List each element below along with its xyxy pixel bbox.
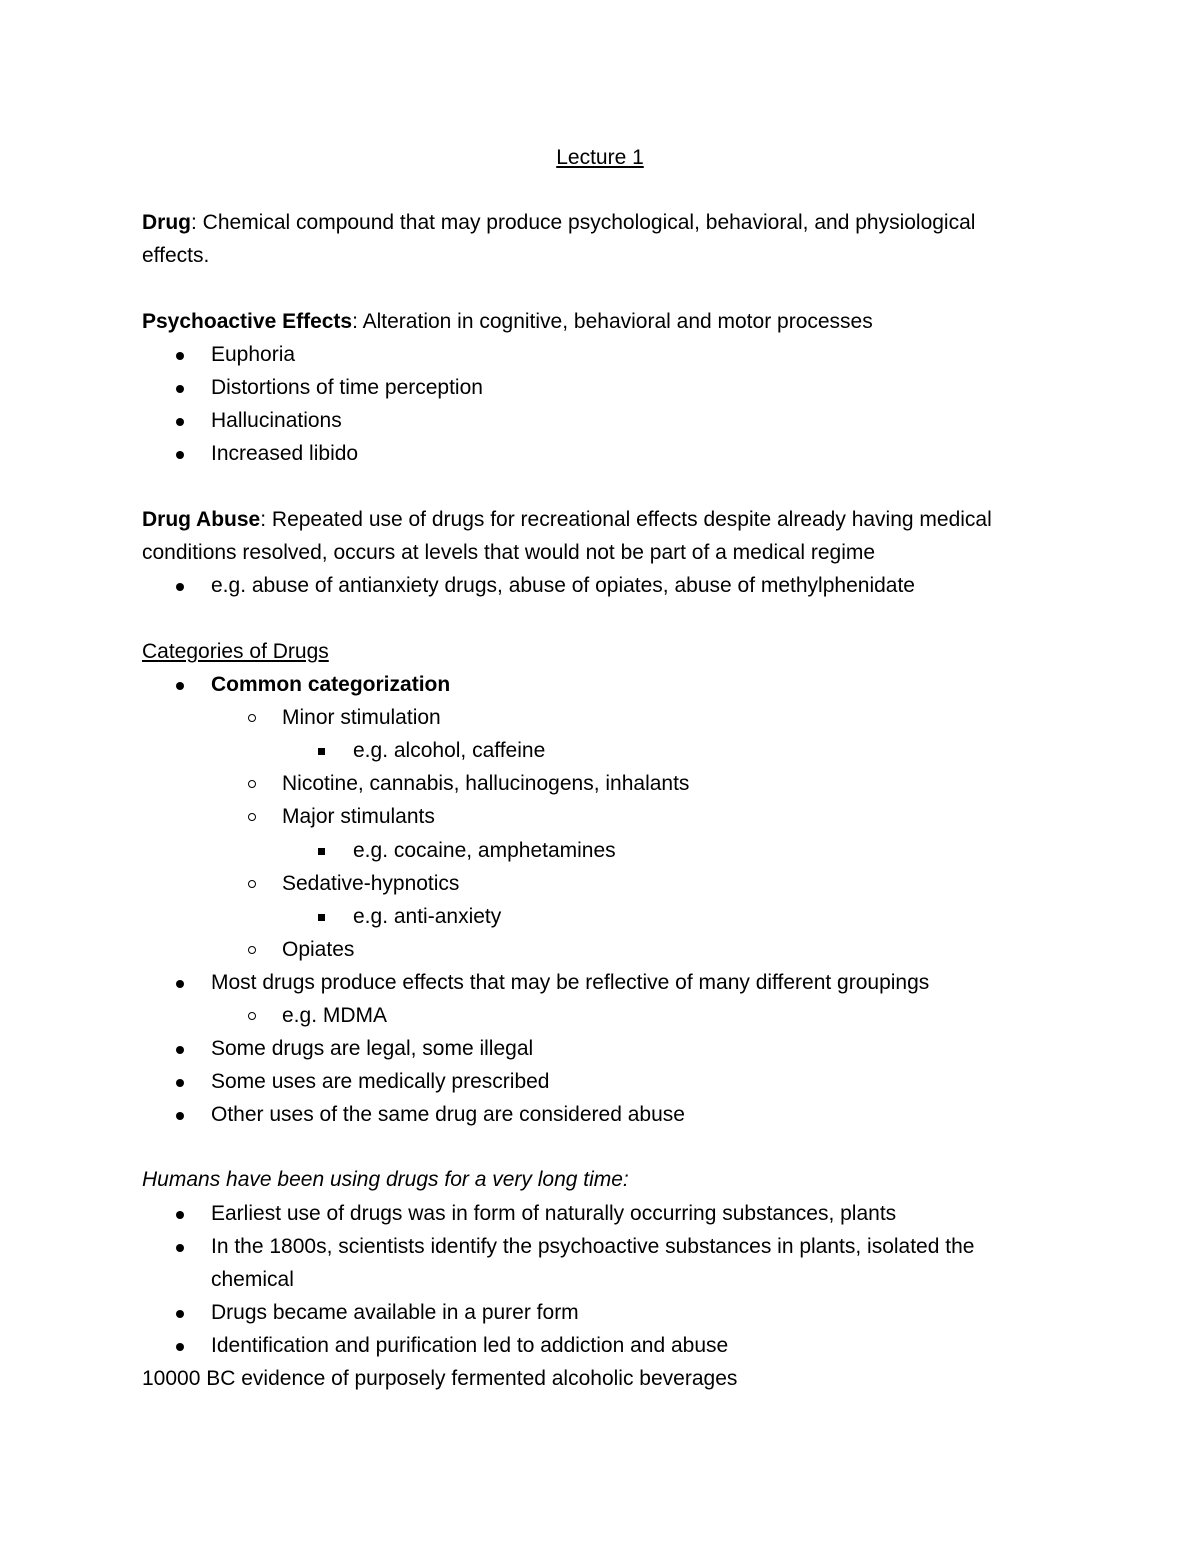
drug-term: Drug bbox=[142, 211, 191, 234]
bullet-icon bbox=[176, 451, 184, 459]
square-bullet-icon bbox=[318, 748, 325, 755]
bullet-icon bbox=[176, 418, 184, 426]
bullet-icon bbox=[176, 1244, 184, 1252]
abuse-definition bbox=[142, 505, 992, 535]
list-item: Other uses of the same drug are considered abuse bbox=[211, 1103, 685, 1126]
square-bullet-icon bbox=[318, 848, 325, 855]
abuse-definition-text: : Repeated use of drugs for recreational effects despite already having medical bbox=[260, 508, 992, 531]
drug-definition bbox=[142, 208, 975, 238]
abuse-definition-continued: conditions resolved, occurs at levels that would not be part of a medical regime bbox=[142, 541, 876, 564]
page-title: Lecture 1 bbox=[556, 146, 644, 169]
list-item: Identification and purification led to addiction and abuse bbox=[211, 1334, 729, 1357]
list-item: e.g. anti-anxiety bbox=[353, 905, 502, 928]
bullet-icon bbox=[176, 1079, 184, 1087]
bullet-icon bbox=[176, 1046, 184, 1054]
list-item: e.g. MDMA bbox=[282, 1004, 388, 1027]
circle-bullet-icon bbox=[248, 813, 256, 821]
bullet-icon bbox=[176, 1310, 184, 1318]
bullet-icon bbox=[176, 682, 184, 690]
psychoactive-definition bbox=[142, 307, 873, 337]
bullet-icon bbox=[176, 583, 184, 591]
psychoactive-definition-text: : Alteration in cognitive, behavioral and motor processes bbox=[352, 310, 873, 333]
bullet-icon bbox=[176, 980, 184, 988]
list-item: Common categorization bbox=[211, 673, 451, 696]
bullet-icon bbox=[176, 385, 184, 393]
list-item: Sedative-hypnotics bbox=[282, 872, 460, 895]
list-item: e.g. alcohol, caffeine bbox=[353, 739, 546, 762]
square-bullet-icon bbox=[318, 914, 325, 921]
list-item: In the 1800s, scientists identify the psychoactive substances in plants, isolated the bbox=[211, 1235, 975, 1258]
list-item: Some drugs are legal, some illegal bbox=[211, 1037, 534, 1060]
list-item: Nicotine, cannabis, hallucinogens, inhalants bbox=[282, 772, 690, 795]
list-item: Drugs became available in a purer form bbox=[211, 1301, 579, 1324]
list-item: Most drugs produce effects that may be reflective of many different groupings bbox=[211, 971, 930, 994]
psychoactive-term: Psychoactive Effects bbox=[142, 310, 353, 333]
history-heading: Humans have been using drugs for a very long time: bbox=[142, 1168, 629, 1191]
drug-definition-continued: effects. bbox=[142, 244, 210, 267]
drug-definition-text: : Chemical compound that may produce psychological, behavioral, and physiological bbox=[191, 211, 976, 234]
abuse-term: Drug Abuse bbox=[142, 508, 261, 531]
list-item: Major stimulants bbox=[282, 805, 435, 828]
list-item: e.g. abuse of antianxiety drugs, abuse of opiates, abuse of methylphenidate bbox=[211, 574, 915, 597]
bullet-icon bbox=[176, 1112, 184, 1120]
circle-bullet-icon bbox=[248, 1012, 256, 1020]
list-item: e.g. cocaine, amphetamines bbox=[353, 839, 616, 862]
categories-heading: Categories of Drugs bbox=[142, 640, 329, 663]
bullet-icon bbox=[176, 1343, 184, 1351]
bullet-icon bbox=[176, 1211, 184, 1219]
list-item: Earliest use of drugs was in form of naturally occurring substances, plants bbox=[211, 1202, 897, 1225]
list-item: Euphoria bbox=[211, 343, 296, 366]
list-item: Minor stimulation bbox=[282, 706, 441, 729]
list-item: Hallucinations bbox=[211, 409, 342, 432]
list-item: Distortions of time perception bbox=[211, 376, 483, 399]
history-footer: 10000 BC evidence of purposely fermented alcoholic beverages bbox=[142, 1367, 738, 1390]
circle-bullet-icon bbox=[248, 880, 256, 888]
list-item: Some uses are medically prescribed bbox=[211, 1070, 550, 1093]
list-item: Increased libido bbox=[211, 442, 359, 465]
circle-bullet-icon bbox=[248, 780, 256, 788]
list-item: Opiates bbox=[282, 938, 355, 961]
list-item-continued: chemical bbox=[211, 1268, 294, 1291]
bullet-icon bbox=[176, 352, 184, 360]
circle-bullet-icon bbox=[248, 714, 256, 722]
circle-bullet-icon bbox=[248, 946, 256, 954]
